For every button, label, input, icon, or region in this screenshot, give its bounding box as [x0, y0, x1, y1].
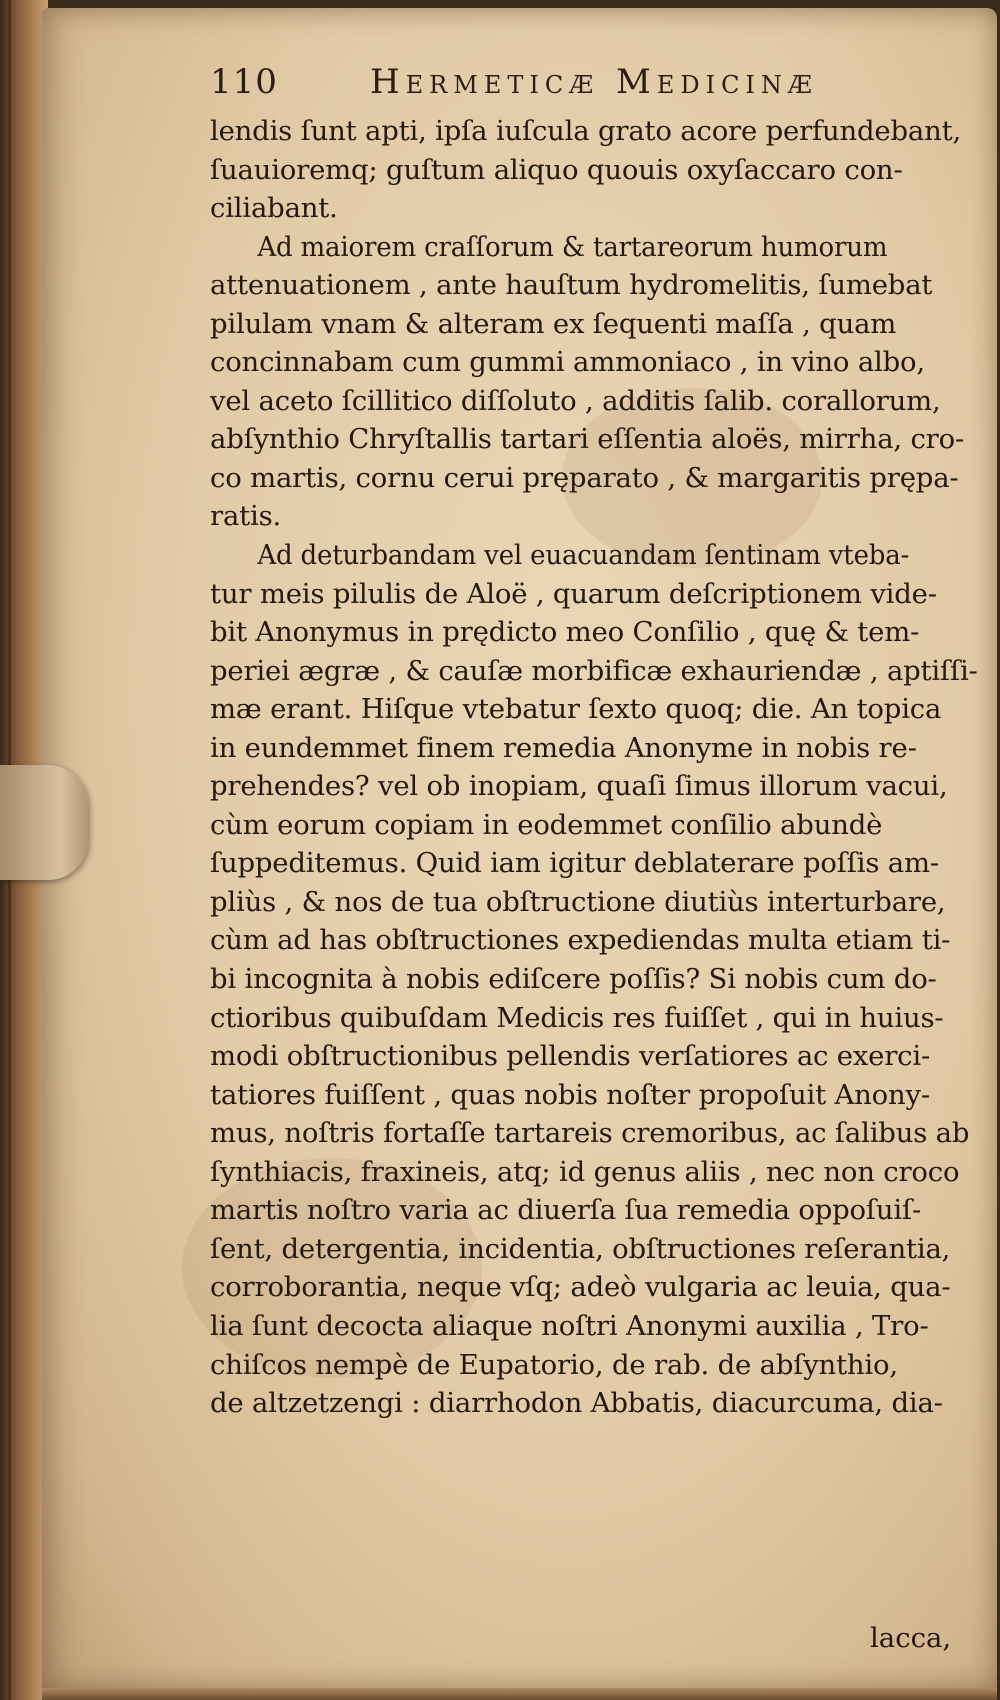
body-text	[210, 112, 978, 1423]
text-line: bit Anonymus in prędicto meo Conſilio , quę & tem-	[210, 616, 920, 649]
text-line: lia ſunt decocta aliaque noſtri Anonymi auxilia , Tro-	[210, 1309, 929, 1342]
text-line: vel aceto ſcillitico diſſoluto , additis ſalib. corallorum,	[210, 384, 941, 417]
text-line: ſent, detergentia, incidentia, obſtructiones reſerantia,	[210, 1232, 951, 1265]
text-line: chiſcos nempè de Eupatorio, de rab. de abſynthio,	[210, 1348, 898, 1381]
text-line: abſynthio Chryſtallis tartari eſſentia aloës, mirrha, cro-	[210, 423, 965, 456]
text-line: pilulam vnam & alteram ex ſequenti maſſa , quam	[210, 307, 897, 340]
text-line: Ad deturbandam vel euacuandam ſentinam vteba-	[257, 539, 910, 572]
text-line: ſynthiacis, fraxineis, atq; id genus aliis , nec non croco	[210, 1155, 960, 1188]
text-line: periei ægræ , & cauſæ morbificæ exhauriendæ , aptiſſi-	[210, 654, 978, 687]
text-line: de altzetzengi : diarrhodon Abbatis, diacurcuma, dia-	[210, 1387, 943, 1420]
text-line: modi obſtructionibus pellendis verſatiores ac exerci-	[210, 1040, 931, 1073]
text-line: Ad maiorem craſſorum & tartareorum humorum	[257, 230, 888, 263]
page-header	[210, 62, 960, 112]
text-line: attenuationem , ante hauſtum hydromelitis, ſumebat	[210, 269, 933, 302]
catchword: lacca,	[870, 1622, 952, 1654]
page-edge	[42, 1688, 997, 1700]
text-line: tur meis pilulis de Aloë , quarum deſcriptionem vide-	[210, 577, 937, 610]
text-line: ſuauioremq; guſtum aliquo quouis oxyſaccaro con-	[210, 153, 903, 186]
text-line: in eundemmet finem remedia Anonyme in nobis re-	[210, 731, 917, 764]
text-line: mæ erant. Hiſque vtebatur ſexto quoq; die. An topica	[210, 693, 942, 726]
page-number: 110	[210, 62, 278, 102]
text-line: co martis, cornu cerui pręparato , & margaritis prępa-	[210, 461, 959, 494]
text-line: corroborantia, neque vſq; adeò vulgaria ac leuia, qua-	[210, 1271, 951, 1304]
text-line: prehendes? vel ob inopiam, quaſi ſimus illorum vacui,	[210, 770, 948, 803]
text-line: cùm ad has obſtructiones expediendas multa etiam ti-	[210, 924, 951, 957]
text-line: ciliabant.	[210, 192, 338, 225]
text-line: cùm eorum copiam in eodemmet conſilio abundè	[210, 808, 883, 841]
text-line: ctioribus quibuſdam Medicis res fuiſſet , qui in huius-	[210, 1001, 944, 1034]
text-line: bi incognita à nobis ediſcere poſſis? Si nobis cum do-	[210, 963, 937, 996]
text-line: lendis ſunt apti, ipſa iuſcula grato acore perfundebant,	[210, 115, 962, 147]
text-line: tatiores fuiſſent , quas nobis noſter propoſuit Anony-	[210, 1078, 930, 1111]
text-line: ſuppeditemus. Quid iam igitur deblaterare poſſis am-	[210, 847, 939, 880]
text-line: mus, noſtris fortaſſe tartareis cremoribus, ac ſalibus ab	[210, 1117, 970, 1150]
book-clasp	[0, 765, 88, 880]
running-title: Hermeticæ Medicinæ	[370, 62, 818, 102]
text-line: pliùs , & nos de tua obſtructione diutiùs interturbare,	[210, 885, 946, 918]
text-line: ratis.	[210, 500, 282, 533]
text-line: martis noſtro varia ac diuerſa ſua remedia oppoſuiſ-	[210, 1194, 922, 1227]
text-line: concinnabam cum gummi ammoniaco , in vino albo,	[210, 346, 925, 379]
